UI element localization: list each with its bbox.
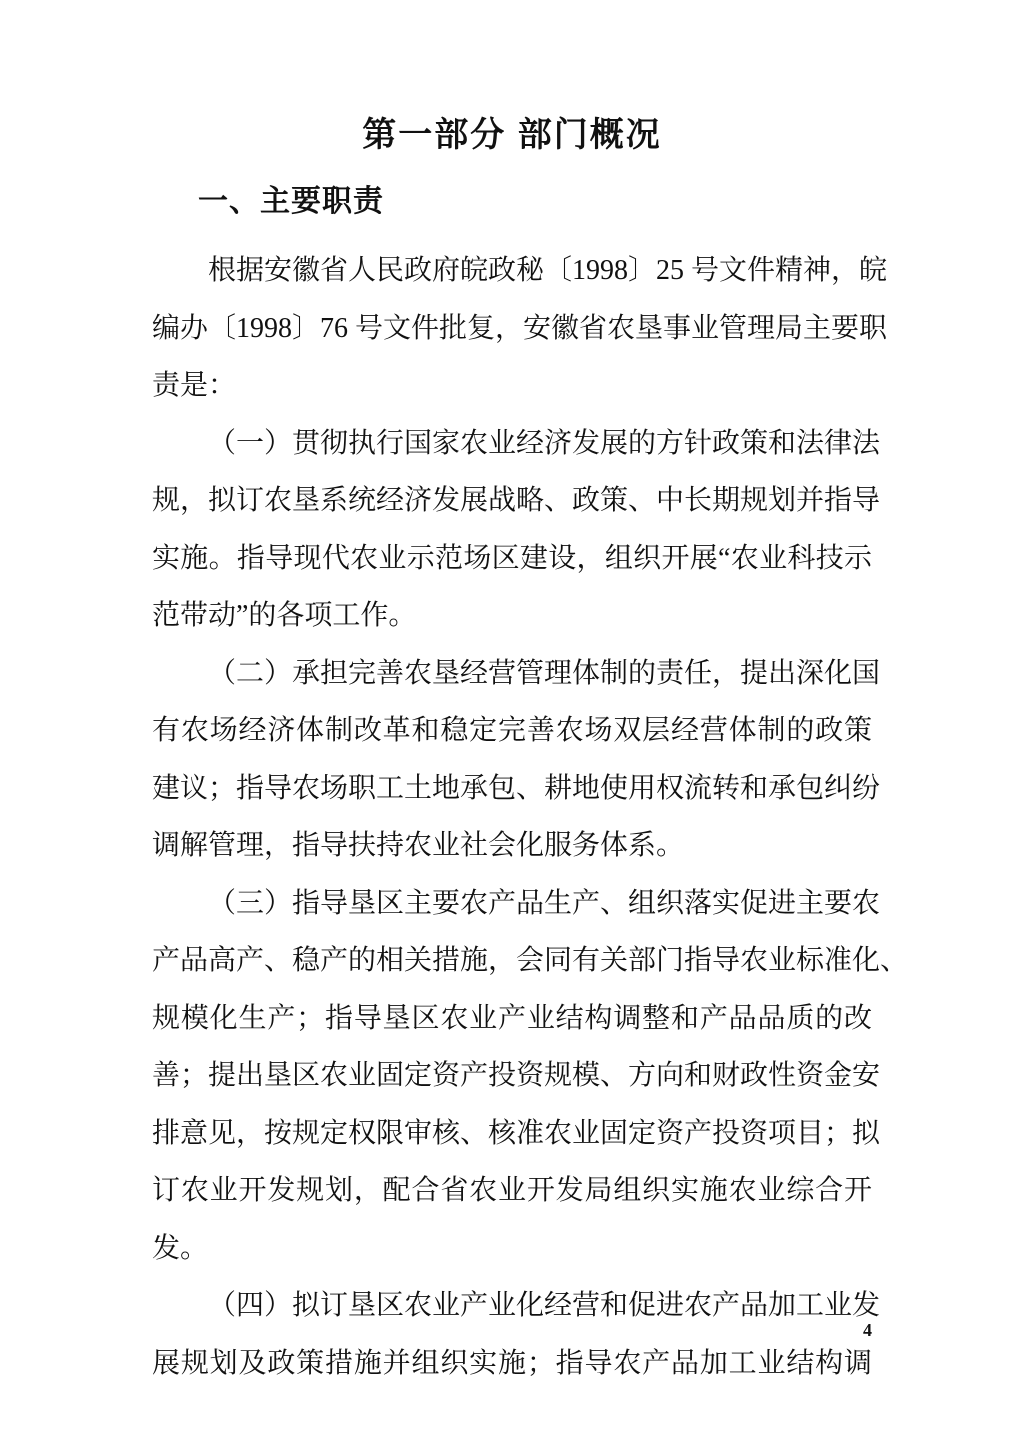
paragraph	[152, 242, 888, 415]
document-title: 第一部分 部门概况	[362, 116, 662, 154]
page-number: 4	[863, 1320, 872, 1340]
text-line: 根据安徽省人民政府皖政秘〔1998〕25 号文件精神，皖	[208, 255, 888, 286]
text-line: 产品高产、稳产的相关措施，会同有关部门指导农业标准化、	[152, 945, 909, 976]
text-line: 发。	[152, 1232, 209, 1264]
text-line: 有农场经济体制改革和稳定完善农场双层经营体制的政策	[152, 715, 872, 746]
text-line: 展规划及政策措施并组织实施；指导农产品加工业结构调	[152, 1347, 872, 1379]
paragraph	[152, 875, 909, 1278]
text-line: （一）贯彻执行国家农业经济发展的方针政策和法律法	[208, 427, 881, 459]
text-line: 实施。指导现代农业示范场区建设，组织开展“农业科技示	[152, 542, 872, 574]
text-line: 规模化生产；指导垦区农业产业结构调整和产品品质的改	[152, 1002, 872, 1034]
text-line: 编办〔1998〕76 号文件批复，安徽省农垦事业管理局主要职	[152, 312, 888, 344]
page-content	[152, 0, 909, 1392]
section-heading: 一、主要职责	[198, 185, 384, 218]
text-line: （二）承担完善农垦经营管理体制的责任，提出深化国	[208, 657, 881, 689]
body-text	[152, 242, 909, 1392]
text-line: 责是：	[152, 370, 237, 401]
text-line: （四）拟订垦区农业产业化经营和促进农产品加工业发	[208, 1290, 881, 1321]
paragraph	[152, 415, 881, 645]
text-line: 订农业开发规划，配合省农业开发局组织实施农业综合开	[152, 1175, 872, 1206]
text-line: 规，拟订农垦系统经济发展战略、政策、中长期规划并指导	[152, 485, 881, 516]
text-line: 善；提出垦区农业固定资产投资规模、方向和财政性资金安	[152, 1060, 881, 1091]
paragraph	[152, 1277, 881, 1392]
text-line: 调解管理，指导扶持农业社会化服务体系。	[152, 830, 685, 861]
text-line: （三）指导垦区主要农产品生产、组织落实促进主要农	[208, 887, 881, 919]
paragraph	[152, 645, 881, 875]
text-line: 范带动”的各项工作。	[152, 600, 417, 631]
text-line: 建议；指导农场职工土地承包、耕地使用权流转和承包纠纷	[152, 772, 881, 804]
text-line: 排意见，按规定权限审核、核准农业固定资产投资项目；拟	[152, 1117, 881, 1149]
